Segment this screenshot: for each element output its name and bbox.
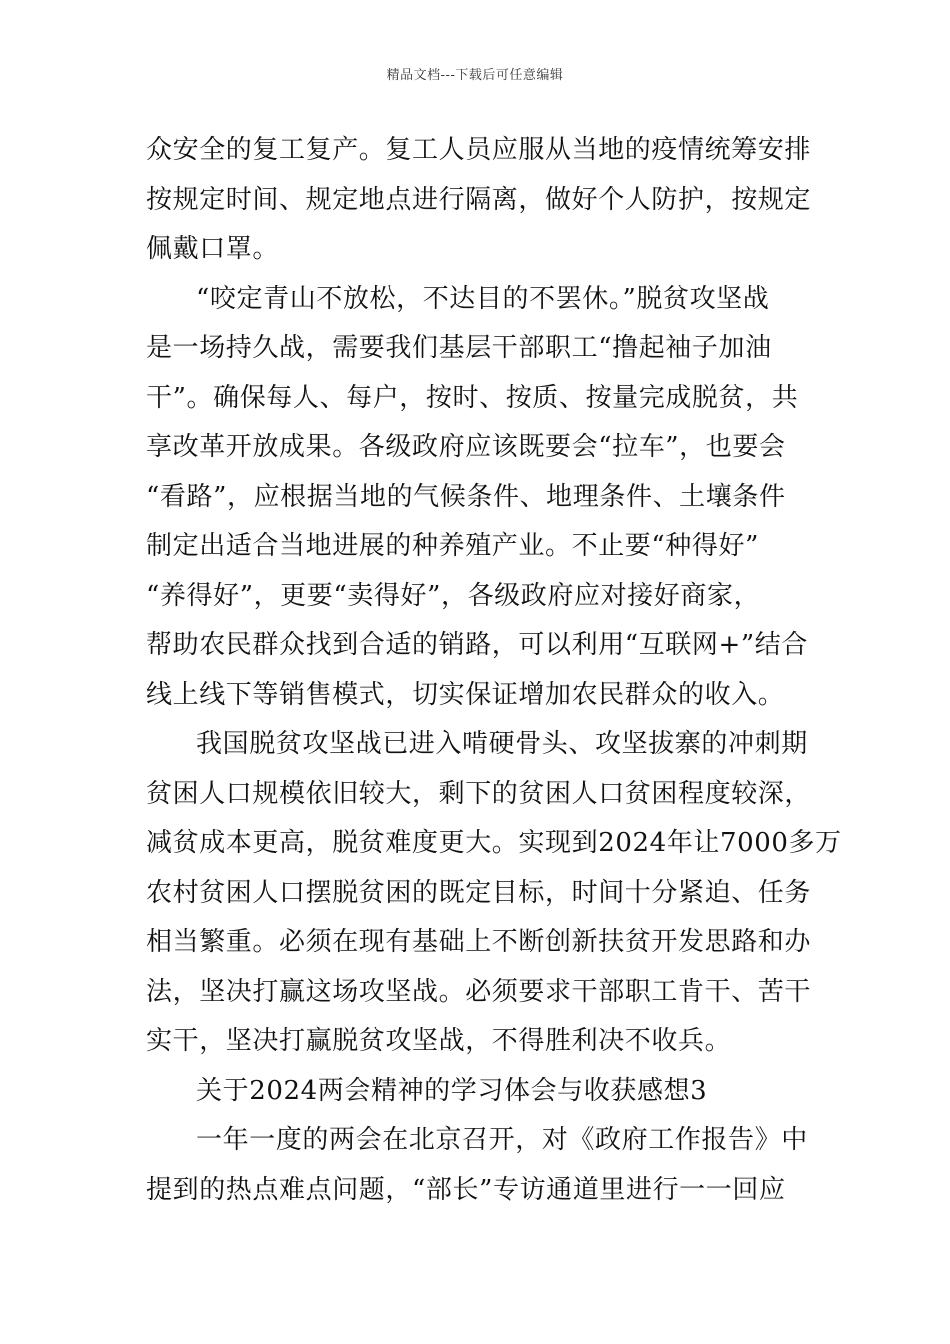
paragraph-line: 是一场持久战，需要我们基层干部职工“撸起袖子加油 xyxy=(146,333,772,363)
paragraph-line: 干”。确保每人、每户，按时、按质、按量完成脱贫，共 xyxy=(146,382,799,413)
paragraph-line: 一年一度的两会在北京召开，对《政府工作报告》中 xyxy=(196,1125,808,1155)
paragraph-line: 享改革开放成果。各级政府应该既要会“拉车”，也要会 xyxy=(146,432,786,462)
paragraph-line: 实干，坚决打赢脱贫攻坚战，不得胜利决不收兵。 xyxy=(146,1026,732,1056)
document-body xyxy=(146,126,842,1215)
paragraph-line: 提到的热点难点问题，“部长”专访通道里进行一一回应 xyxy=(146,1174,786,1205)
paragraph-line: 减贫成本更高，脱贫难度更大。实现到2024年让7000多万 xyxy=(146,828,842,858)
paragraph-line: 线上线下等销售模式，切实保证增加农民群众的收入。 xyxy=(146,679,785,710)
section-heading: 关于2024两会精神的学习体会与收获感想3 xyxy=(196,1075,708,1106)
paragraph-line: “看路”，应根据当地的气候条件、地理条件、土壤条件 xyxy=(146,481,786,512)
paragraph-line: 按规定时间、规定地点进行隔离，做好个人防护，按规定 xyxy=(146,184,812,215)
paragraph-line: 相当繁重。必须在现有基础上不断创新扶贫开发思路和办 xyxy=(146,927,812,957)
paragraph-line: 农村贫困人口摆脱贫困的既定目标，时间十分紧迫、任务 xyxy=(146,877,812,908)
paragraph-line: 众安全的复工复产。复工人员应服从当地的疫情统筹安排 xyxy=(146,135,812,165)
paragraph-line: 佩戴口罩。 xyxy=(146,234,280,264)
paragraph-line: “养得好”，更要“卖得好”，各级政府应对接好商家， xyxy=(146,580,761,611)
paragraph-line: 法，坚决打赢这场攻坚战。必须要求干部职工肯干、苦干 xyxy=(146,976,812,1007)
page-header: 精品文档---下载后可任意编辑 xyxy=(386,68,564,83)
paragraph-line: 我国脱贫攻坚战已进入啃硬骨头、攻坚拔寨的冲刺期 xyxy=(196,729,808,759)
paragraph-line: “咬定青山不放松，不达目的不罢休。”脱贫攻坚战 xyxy=(196,283,770,314)
paragraph-line: 制定出适合当地进展的种养殖产业。不止要“种得好” xyxy=(146,531,759,561)
paragraph-line: 贫困人口规模依旧较大，剩下的贫困人口贫困程度较深， xyxy=(146,778,812,809)
paragraph-line: 帮助农民群众找到合适的销路，可以利用“互联网+”结合 xyxy=(146,630,808,660)
